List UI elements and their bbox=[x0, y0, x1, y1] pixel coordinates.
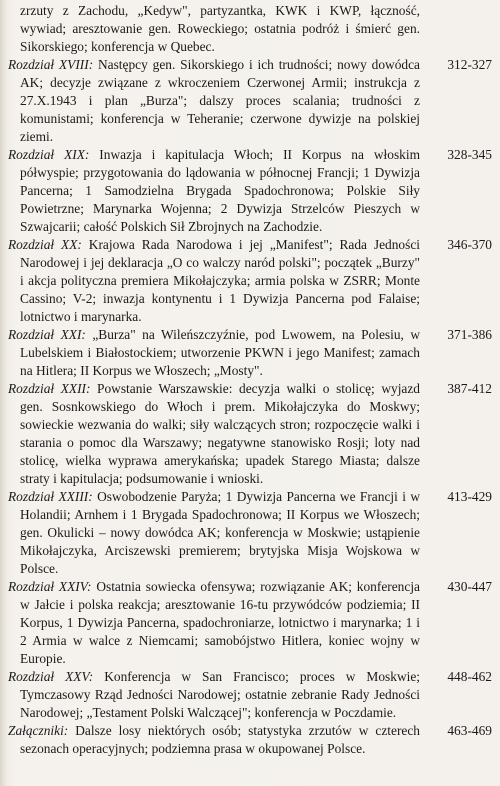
toc-entry bbox=[8, 668, 492, 722]
toc-entry-text bbox=[8, 2, 420, 56]
toc-page-range: 430-447 bbox=[447, 579, 492, 594]
toc-description: Konferencja w San Francisco; proces w Moskwie; Tymczasowy Rząd Jedności Narodowej; ostatnie zebranie Rady Jedności Narodowej; „Testament Polski Walczącej"; konferencja w Poczdamie. bbox=[20, 669, 420, 720]
toc-entry bbox=[8, 326, 492, 380]
toc-chapter-label: Rozdział XXIV: bbox=[8, 579, 92, 594]
toc-entry-text bbox=[8, 488, 420, 578]
toc-description: zrzuty z Zachodu, „Kedyw", partyzantka, KWK i KWP, łączność, wywiad; aresztowanie gen. Roweckiego; ostatnia podróż i śmierć gen. Sikorskiego; konferencja w Quebec. bbox=[20, 3, 420, 54]
toc-entry-text bbox=[8, 668, 420, 722]
toc-entry-text bbox=[8, 722, 420, 758]
toc-chapter-label: Załączniki: bbox=[8, 723, 69, 738]
toc-page-range: 328-345 bbox=[447, 147, 492, 162]
toc-description: Powstanie Warszawskie: decyzja walki o stolicę; wyjazd gen. Sosnkowskiego do Włoch i prem. Mikołajczyka do Moskwy; sowieckie wezwania do walki; siły walczących stron; rozpoczęcie walki i starania o pomoc dla Warszawy; negatywne stanowisko Rosji; loty nad stolicę, wielka wyprawa amerykańska; upadek Starego Miasta; dalsze straty i kapitulacja; podsumowanie i wnioski. bbox=[20, 381, 420, 486]
toc-chapter-label: Rozdział XVIII: bbox=[8, 57, 94, 72]
toc-page-range: 463-469 bbox=[447, 723, 492, 738]
toc-entry bbox=[8, 2, 492, 56]
toc-chapter-label: Rozdział XXII: bbox=[8, 381, 91, 396]
toc-entry-text bbox=[8, 56, 420, 146]
toc-chapter-label: Rozdział XXV: bbox=[8, 669, 94, 684]
toc-description: Dalsze losy niektórych osób; statystyka zrzutów w czterech sezonach operacyjnych; podziemna prasa w okupowanej Polsce. bbox=[20, 723, 420, 756]
toc-description: Ostatnia sowiecka ofensywa; rozwiązanie AK; konferencja w Jałcie i polska reakcja; aresztowanie 16-tu przywódców podziemia; II Korpus, 1 Dywizja Pancerna, spadochroniarze, lotnictwo i marynarka; 1 i 2 Armia w walce z Niemcami; samobójstwo Hitlera, koniec wojny w Europie. bbox=[20, 579, 420, 666]
toc-description: Oswobodzenie Paryża; 1 Dywizja Pancerna we Francji i w Holandii; Arnhem i 1 Brygada Spadochronowa; II Korpus we Włoszech; gen. Okulicki – nowy dowódca AK; konferencja w Moskwie; ustąpienie Mikołajczyka, Arciszewski premierem; brytyjska Misja Wojskowa w Polsce. bbox=[20, 489, 420, 576]
toc-description: „Burza" na Wileńszczyźnie, pod Lwowem, na Polesiu, w Lubelskiem i Białostockiem; utworzenie PKWN i jego Manifest; zamach na Hitlera; II Korpus we Włoszech; „Mosty". bbox=[20, 327, 420, 378]
toc-page-range: 312-327 bbox=[447, 57, 492, 72]
toc-chapter-label: Rozdział XX: bbox=[8, 237, 82, 252]
toc-entry bbox=[8, 722, 492, 758]
toc-description: Następcy gen. Sikorskiego i ich trudności; nowy dowódca AK; decyzje związane z wkroczeniem Czerwonej Armii; instrukcja z 27.X.1943 i plan „Burza"; dalszy proces scalania; trudności z komunistami; konferencja w Teheranie; czerwone dywizje na polskiej ziemi. bbox=[20, 57, 420, 144]
toc-entry bbox=[8, 488, 492, 578]
toc-entry bbox=[8, 380, 492, 488]
toc-entry-text bbox=[8, 326, 420, 380]
toc-entry bbox=[8, 146, 492, 236]
toc-page-range: 371-386 bbox=[447, 327, 492, 342]
toc-chapter-label: Rozdział XIX: bbox=[8, 147, 90, 162]
toc-entry bbox=[8, 578, 492, 668]
toc-entry-text bbox=[8, 578, 420, 668]
toc-entry-text bbox=[8, 236, 420, 326]
toc-entry-text bbox=[8, 380, 420, 488]
toc-entry-text bbox=[8, 146, 420, 236]
toc-entry bbox=[8, 56, 492, 146]
toc-page-range: 413-429 bbox=[447, 489, 492, 504]
toc-page-range: 346-370 bbox=[447, 237, 492, 252]
table-of-contents bbox=[8, 2, 492, 758]
toc-chapter-label: Rozdział XXIII: bbox=[8, 489, 93, 504]
toc-entry bbox=[8, 236, 492, 326]
toc-chapter-label: Rozdział XXI: bbox=[8, 327, 86, 342]
toc-description: Krajowa Rada Narodowa i jej „Manifest"; Rada Jedności Narodowej i jej deklaracja „O co walczy naród polski"; początek „Burzy" i akcja polityczna premiera Mikołajczyka; armia polska w ZSRR; Monte Cassino; V-2; inwazja kontynentu i 1 Dywizja Pancerna pod Falaise; lotnictwo i marynarka. bbox=[20, 237, 420, 324]
toc-page-range: 448-462 bbox=[447, 669, 492, 684]
toc-description: Inwazja i kapitulacja Włoch; II Korpus na włoskim półwyspie; przygotowania do lądowania w północnej Francji; 1 Dywizja Pancerna; 1 Samodzielna Brygada Spadochronowa; Polskie Siły Powietrzne; Marynarka Wojenna; 2 Dywizja Strzelców Pieszych w Szwajcarii; całość Polskich Sił Zbrojnych na Zachodzie. bbox=[20, 147, 420, 234]
toc-page-range: 387-412 bbox=[447, 381, 492, 396]
